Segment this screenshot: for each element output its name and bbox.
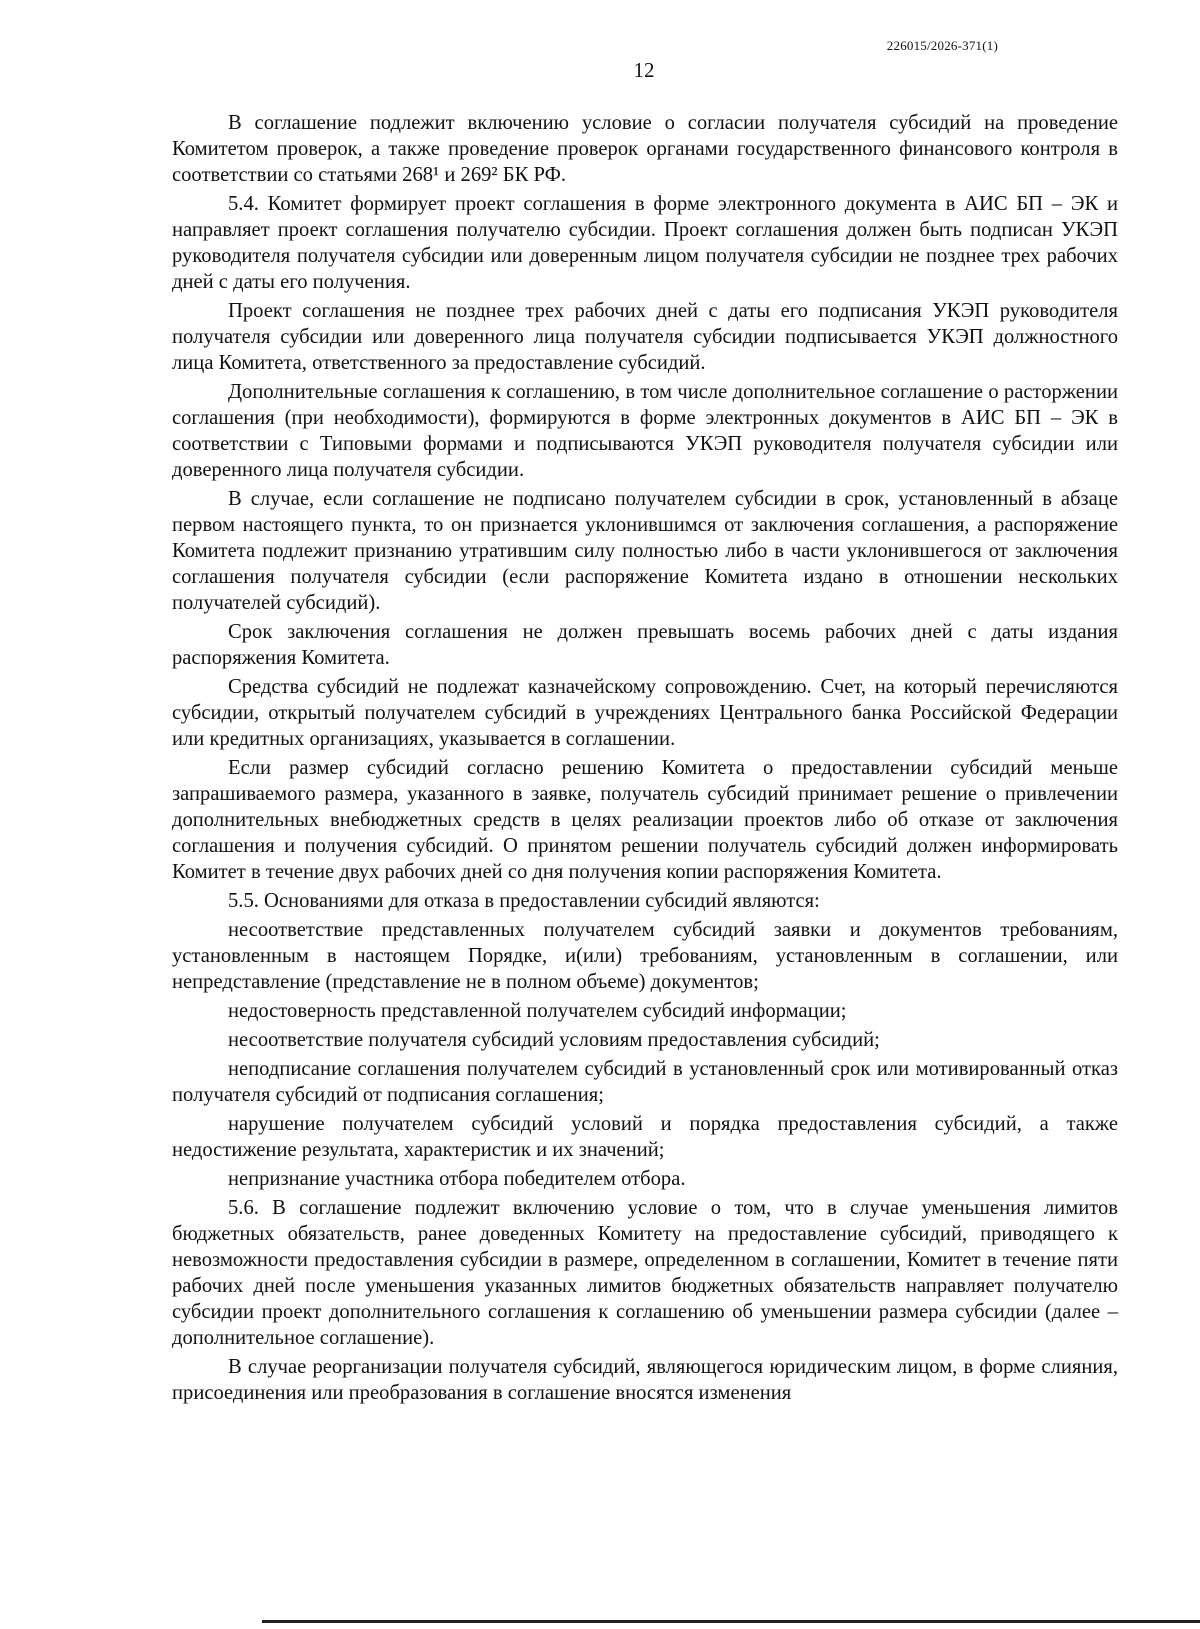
document-registration-number: 226015/2026-371(1) — [886, 38, 998, 53]
paragraph-2: 5.4. Комитет формирует проект соглашения в форме электронного документа в АИС БП – ЭК и направляет проект соглашения получателю субсидии. Проект соглашения должен быть подписан УКЭП руководителя получателя субсидии или доверенным лицом получателя субсидии не позднее трех рабочих дней с даты его получения. — [172, 193, 1118, 293]
document-body — [172, 110, 1118, 1409]
paragraph-11: недостоверность представленной получателем субсидий информации; — [228, 1000, 847, 1022]
paragraph-5: В случае, если соглашение не подписано получателем субсидии в срок, установленный в абзаце первом настоящего пункта, то он признается уклонившимся от заключения соглашения, а распоряжение Комитета подлежит признанию утратившим силу полностью либо в части уклонившегося от заключения соглашения получателя субсидии (если распоряжение Комитета издано в отношении нескольких получателей субсидий). — [172, 488, 1118, 614]
paragraph-10: несоответствие представленных получателем субсидий заявки и документов требованиям, установленным в настоящем Порядке, и(или) требованиям, установленным в соглашении, или непредставление (представление не в полном объеме) документов; — [172, 919, 1118, 993]
paragraph-4: Дополнительные соглашения к соглашению, в том числе дополнительное соглашение о расторжении соглашения (при необходимости), формируются в форме электронных документов в АИС БП – ЭК в соответствии с Типовыми формами и подписываются УКЭП руководителя получателя субсидии или доверенного лица получателя субсидии. — [172, 381, 1118, 481]
paragraph-14: нарушение получателем субсидий условий и порядка предоставления субсидий, а также недостижение результата, характеристик и их значений; — [172, 1113, 1118, 1161]
paragraph-1: В соглашение подлежит включению условие о согласии получателя субсидий на проведение Комитетом проверок, а также проведение проверок органами государственного финансового контроля в соответствии со статьями 268¹ и 269² БК РФ. — [172, 112, 1118, 186]
paragraph-8: Если размер субсидий согласно решению Комитета о предоставлении субсидий меньше запрашиваемого размера, указанного в заявке, получатель субсидий принимает решение о привлечении дополнительных внебюджетных средств в целях реализации проектов либо об отказе от заключения соглашения и получения субсидий. О принятом решении получатель субсидий должен информировать Комитет в течение двух рабочих дней со дня получения копии распоряжения Комитета. — [172, 757, 1118, 883]
paragraph-3: Проект соглашения не позднее трех рабочих дней с даты его подписания УКЭП руководителя получателя субсидии или доверенного лица получателя субсидии подписывается УКЭП должностного лица Комитета, ответственного за предоставление субсидий. — [172, 300, 1118, 374]
page-number: 12 — [633, 58, 655, 82]
paragraph-7: Средства субсидий не подлежат казначейскому сопровождению. Счет, на который перечисляются субсидии, открытый получателем субсидий в учреждениях Центрального банка Российской Федерации или кредитных организациях, указывается в соглашении. — [172, 676, 1118, 750]
paragraph-12: несоответствие получателя субсидий условиям предоставления субсидий; — [228, 1029, 880, 1051]
bottom-scan-line — [262, 1620, 1200, 1623]
paragraph-15: непризнание участника отбора победителем отбора. — [228, 1168, 686, 1190]
paragraph-16: 5.6. В соглашение подлежит включению условие о том, что в случае уменьшения лимитов бюджетных обязательств, ранее доведенных Комитету на предоставление субсидий, приводящего к невозможности предоставления субсидии в размере, определенном в соглашении, Комитет в течение пяти рабочих дней после уменьшения указанных лимитов бюджетных обязательств направляет получателю субсидии проект дополнительного соглашения к соглашению об уменьшении размера субсидии (далее – дополнительное соглашение). — [172, 1197, 1118, 1349]
paragraph-17: В случае реорганизации получателя субсидий, являющегося юридическим лицом, в форме слияния, присоединения или преобразования в соглашение вносятся изменения — [172, 1356, 1118, 1404]
paragraph-9: 5.5. Основаниями для отказа в предоставлении субсидий являются: — [228, 890, 820, 912]
paragraph-13: неподписание соглашения получателем субсидий в установленный срок или мотивированный отказ получателя субсидий от подписания соглашения; — [172, 1058, 1118, 1106]
paragraph-6: Срок заключения соглашения не должен превышать восемь рабочих дней с даты издания распоряжения Комитета. — [172, 621, 1118, 669]
